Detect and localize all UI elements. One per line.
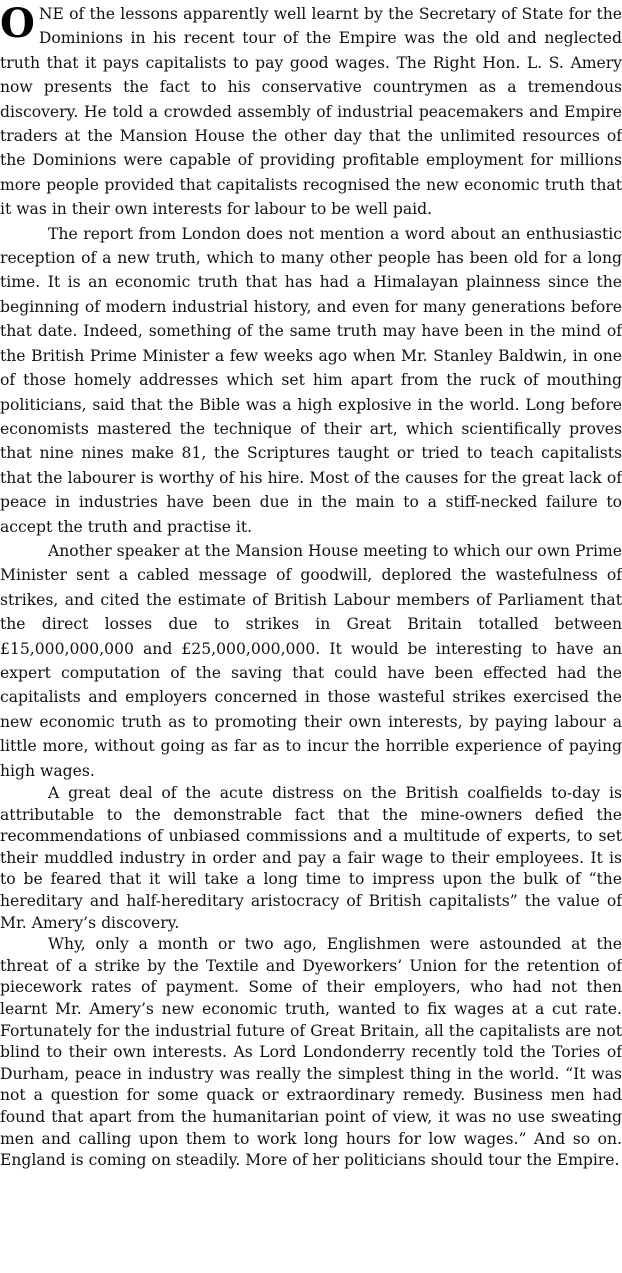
article-paragraph-3: Another speaker at the Mansion House meeting to which our own Prime Minister sent a cabled message of goodwill, deplored the wastefulness of strikes, and cited the estimate of British Labour members of Parliament that the direct losses due to strikes in Great Britain totalled between £15,000,000,000 and £25,000,000,000. It would be interesting to have an expert computation of the saving that could have been effected had the capitalists and employers concerned in those wasteful strikes exercised the new economic truth as to promoting their own interests, by paying labour a little more, without going as far as to incur the horrible experience of paying high wages. <box>0 541 622 780</box>
article-upper-section <box>0 2 622 783</box>
article-paragraph-4: A great deal of the acute distress on the British coalfields to-day is attributable to the demonstrable fact that the mine-owners defied the recommendations of unbiased commissions and a multitude of experts, to set their muddled industry in order and pay a fair wage to their employees. It is to be feared that it will take a long time to impress upon the bulk of “the hereditary and half-hereditary aristocracy of British capitalists” the value of Mr. Amery’s discovery. <box>0 784 622 932</box>
article-paragraph-5: Why, only a month or two ago, Englishmen were astounded at the threat of a strike by the Textile and Dyeworkers’ Union for the retention of piecework rates of payment. Some of their employers, who had not then learnt Mr. Amery’s new economic truth, wanted to fix wages at a cut rate. Fortunately for the industrial future of Great Britain, all the capitalists are not blind to their own interests. As Lord Londonderry recently told the Tories of Durham, peace in industry was really the simplest thing in the world. “It was not a question for some quack or extraordinary remedy. Business men had found that apart from the humanitarian point of view, it was no use sweating men and calling upon them to work long hours for low wages.” And so on. England is coming on steadily. More of her politicians should tour the Empire. <box>0 935 622 1170</box>
paragraph-1-text: NE of the lessons apparently well learnt by the Secretary of State for the Dominions in his recent tour of the Empire was the old and neglected truth that it pays capitalists to pay good wages. The Right Hon. L. S. Amery now presents the fact to his conservative countrymen as a tremendous discovery. He told a crowded assembly of industrial peacemakers and Empire traders at the Mansion House the other day that the unlimited resources of the Dominions were capable of providing profitable employment for millions more people provided that capitalists recognised the new economic truth that it was in their own interests for labour to be well paid. <box>0 5 622 219</box>
article-paragraph-2: The report from London does not mention a word about an enthusiastic reception of a new truth, which to many other people has been old for a long time. It is an economic truth that has had a Himalayan plainness since the beginning of modern industrial history, and even for many generations before that date. Indeed, something of the same truth may have been in the mind of the British Prime Minister a few weeks ago when Mr. Stanley Baldwin, in one of those homely addresses which set him apart from the ruck of mouthing politicians, said that the Bible was a high explosive in the world. Long before economists mastered the technique of their art, which scientifically proves that nine nines make 81, the Scriptures taught or tried to teach capitalists that the labourer is worthy of his hire. Most of the causes for the great lack of peace in industries have been due in the main to a stiff-necked failure to accept the truth and practise it. <box>0 224 622 536</box>
article-paragraph-1 <box>0 2 622 222</box>
drop-cap: O <box>0 0 35 47</box>
article-lower-section <box>0 783 622 1172</box>
